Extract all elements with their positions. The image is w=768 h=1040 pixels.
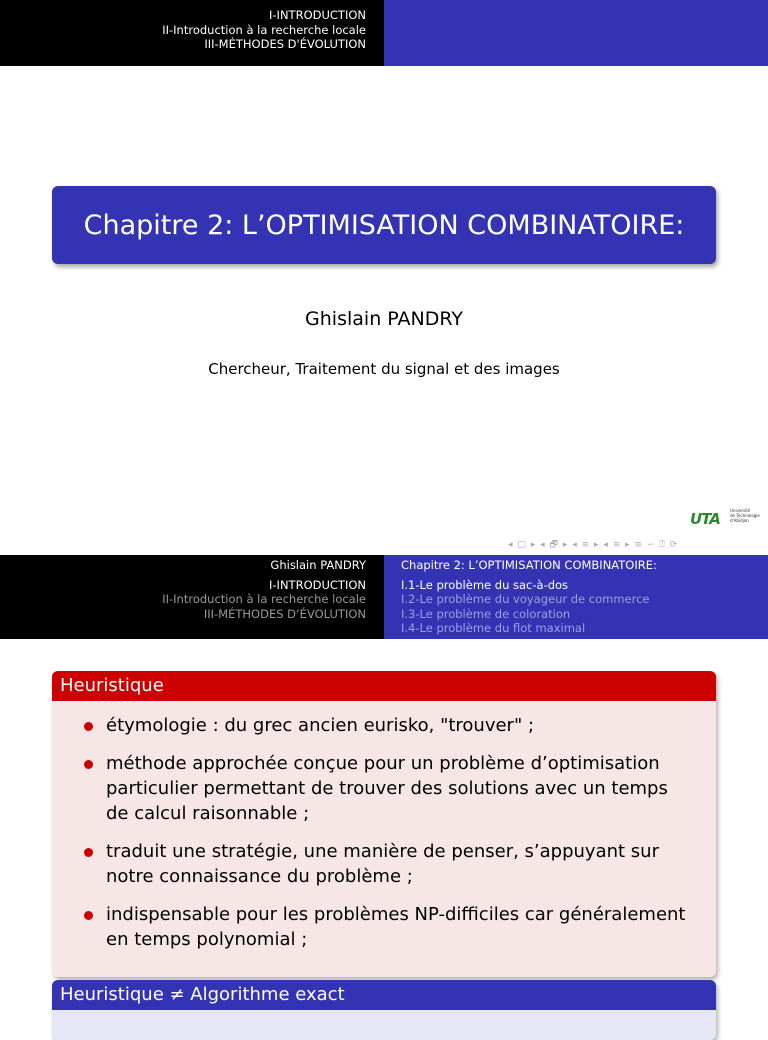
slide2-subsection-nav xyxy=(384,555,768,639)
block-title: Heuristique xyxy=(52,671,716,701)
beamer-navigation-icons[interactable]: ◂ □ ▸ ◂ 🗗 ▸ ◂ ≡ ▸ ◂ ≡ ▸ ≡ ∽ ⍰ ⟳ xyxy=(508,540,679,550)
block-title: Heuristique ≠ Algorithme exact xyxy=(52,980,716,1010)
author-institute: Chercheur, Traitement du signal et des images xyxy=(208,360,560,378)
nav-subsection-2[interactable]: I.2-Le problème du voyageur de commerce xyxy=(401,592,650,606)
nav-subsection-4[interactable]: I.4-Le problème du flot maximal xyxy=(401,621,586,635)
nav-section-2[interactable]: II-Introduction à la recherche locale xyxy=(162,592,366,606)
nav-section-3[interactable]: III-MÉTHODES D’ÉVOLUTION xyxy=(203,606,366,621)
header-chapter: Chapitre 2: L’OPTIMISATION COMBINATOIRE: xyxy=(401,558,657,572)
header-author: Ghislain PANDRY xyxy=(270,558,366,572)
list-item xyxy=(84,713,696,738)
logo-line-3: d'Abidjan xyxy=(730,518,749,523)
nav-section-1[interactable]: I-INTRODUCTION xyxy=(269,577,366,592)
logo-text xyxy=(730,508,760,523)
list-item-text: indispensable pour les problèmes NP-difficiles car généralement en temps polynomial ; xyxy=(106,904,686,950)
nav-section-3[interactable]: III-MÉTHODES D'ÉVOLUTION xyxy=(204,37,366,51)
author-name: Ghislain PANDRY xyxy=(305,308,463,330)
slide1-header xyxy=(0,0,768,66)
university-logo xyxy=(690,508,762,532)
slide2-header xyxy=(0,555,768,639)
slide1-header-right xyxy=(384,0,768,66)
nav-section-1[interactable]: I-INTRODUCTION xyxy=(269,8,366,22)
slide-title-box xyxy=(52,186,716,264)
logo-line-2: de Technologie xyxy=(730,513,760,518)
list-item xyxy=(84,751,696,826)
slide2-section-nav xyxy=(0,555,384,639)
list-item xyxy=(84,902,696,952)
bullet-icon xyxy=(84,848,93,857)
list-item-text: méthode approchée conçue pour un problème d’optimisation particulier permettant de trouver des solutions avec un temps de calcul raisonnable ; xyxy=(106,753,668,824)
heuristique-vs-exact-block xyxy=(52,980,716,1040)
nav-subsection-3[interactable]: I.3-Le problème de coloration xyxy=(401,606,571,621)
bullet-icon xyxy=(84,760,93,769)
logo-mark: UTA xyxy=(690,510,720,528)
slide1-section-nav xyxy=(0,0,384,66)
list-item-text: étymologie : du grec ancien eurisko, "trouver" ; xyxy=(106,715,535,736)
list-item xyxy=(84,839,696,889)
heuristique-alert-block xyxy=(52,671,716,977)
nav-subsection-1[interactable]: I.1-Le problème du sac-à-dos xyxy=(401,577,569,592)
logo-line-1: Université xyxy=(730,508,751,513)
list-item-text: traduit une stratégie, une manière de penser, s’appuyant sur notre connaissance du problème ; xyxy=(106,841,659,887)
bullet-list xyxy=(52,701,716,952)
slide-title: Chapitre 2: L’OPTIMISATION COMBINATOIRE: xyxy=(83,209,685,241)
nav-section-2[interactable]: II-Introduction à la recherche locale xyxy=(162,22,366,37)
bullet-icon xyxy=(84,722,93,731)
bullet-icon xyxy=(84,911,93,920)
